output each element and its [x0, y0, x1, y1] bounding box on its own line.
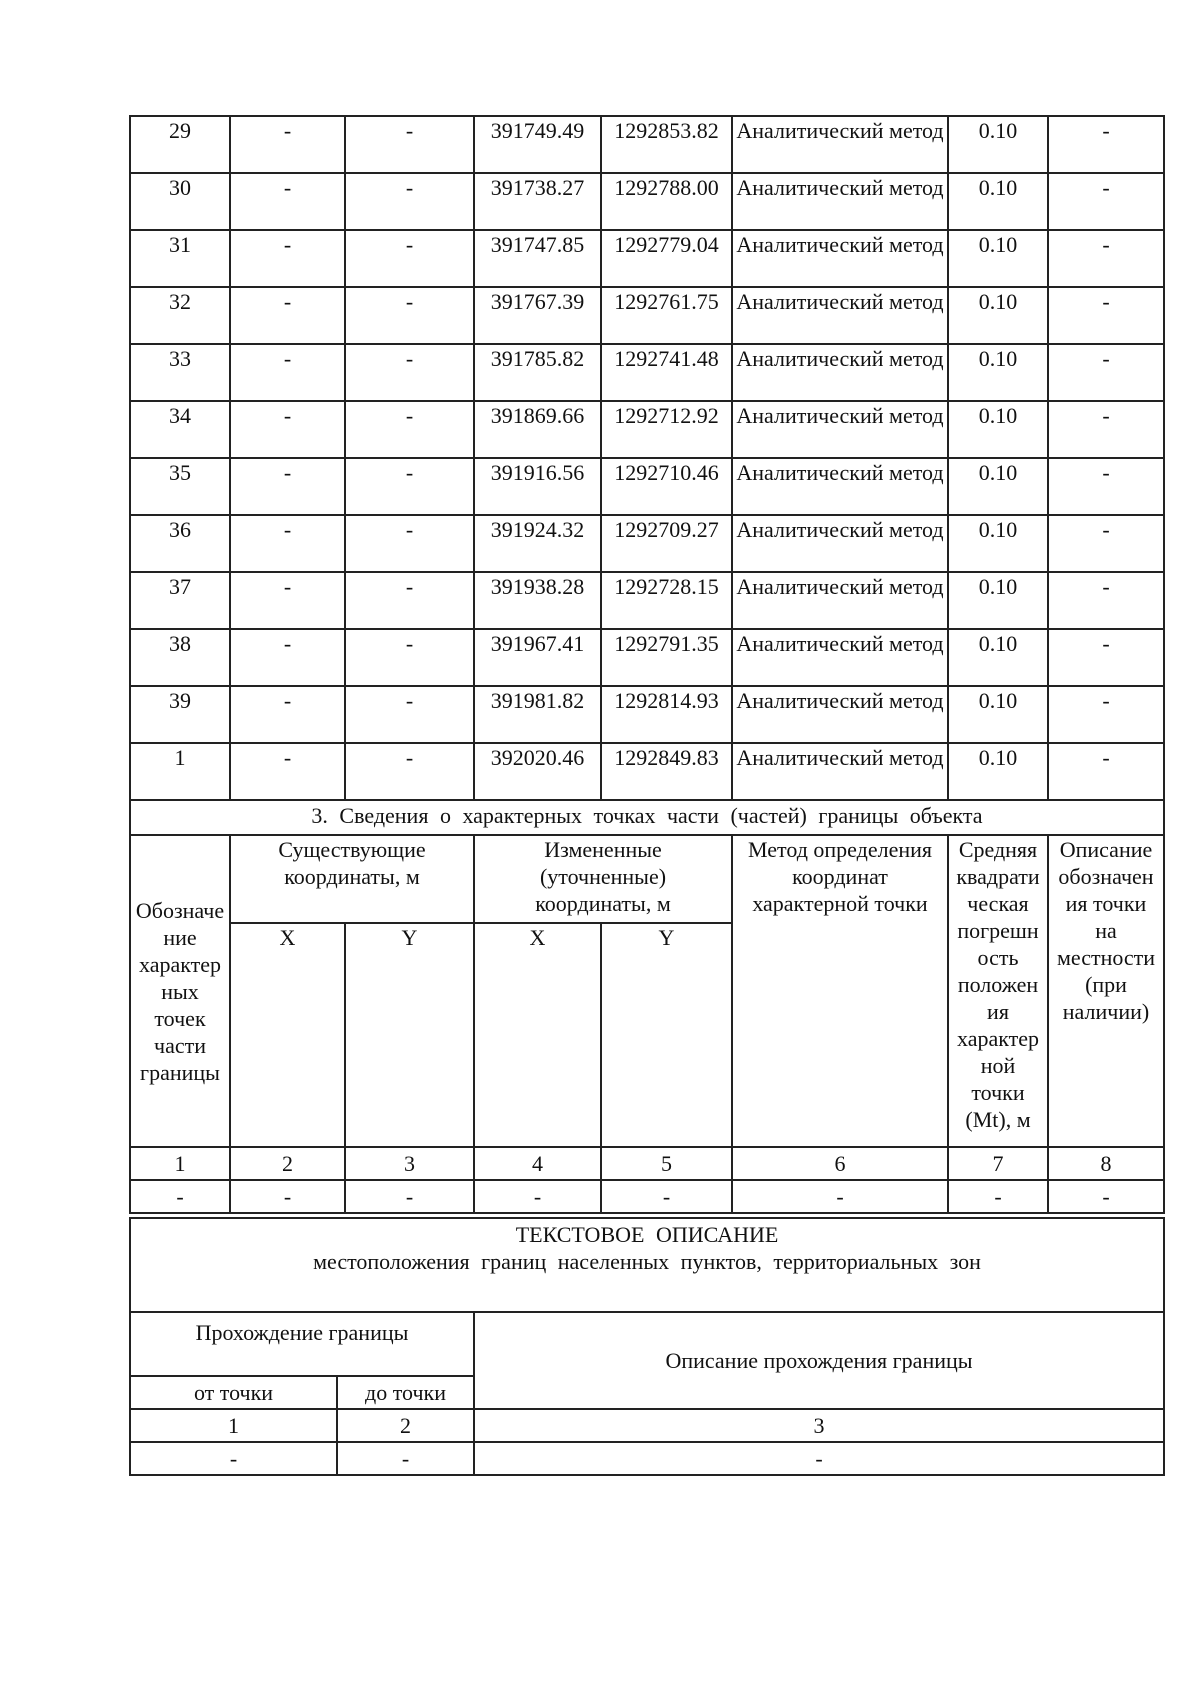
- cell-changed-x: 391738.27: [474, 173, 601, 230]
- cell-changed-y: 1292710.46: [601, 458, 732, 515]
- point-row: [130, 287, 1164, 344]
- cell-mean-error: 0.10: [948, 173, 1048, 230]
- cell-existing-x: -: [230, 458, 345, 515]
- text-description-table: [129, 1217, 1165, 1476]
- col-number: 6: [732, 1147, 948, 1180]
- cell-existing-y: -: [345, 458, 474, 515]
- cell-mean-error: 0.10: [948, 230, 1048, 287]
- cell-mean-error: 0.10: [948, 458, 1048, 515]
- cell-method: Аналитический метод: [732, 173, 948, 230]
- cell-existing-x: -: [230, 572, 345, 629]
- cell-changed-x: 391924.32: [474, 515, 601, 572]
- cell-changed-y: 1292779.04: [601, 230, 732, 287]
- cell-method: Аналитический метод: [732, 572, 948, 629]
- empty-cell: -: [130, 1180, 230, 1213]
- header-changed-coords: Измененные (уточненные) координаты, м: [474, 835, 732, 923]
- cell-changed-y: 1292853.82: [601, 116, 732, 173]
- col-number: 5: [601, 1147, 732, 1180]
- from-point-header: от точки: [130, 1376, 337, 1409]
- cell-existing-y: -: [345, 629, 474, 686]
- cell-point-description: -: [1048, 401, 1164, 458]
- cell-point-number: 30: [130, 173, 230, 230]
- cell-mean-error: 0.10: [948, 629, 1048, 686]
- header-error: Средняя квадрати ческая погрешн ость положен ия характер ной точки (Mt), м: [948, 835, 1048, 1147]
- cell-point-number: 34: [130, 401, 230, 458]
- cell-point-description: -: [1048, 344, 1164, 401]
- cell-method: Аналитический метод: [732, 515, 948, 572]
- cell-point-number: 39: [130, 686, 230, 743]
- text-description-header: [130, 1218, 1164, 1312]
- point-row: [130, 515, 1164, 572]
- cell-point-number: 38: [130, 629, 230, 686]
- points-table-body: [130, 116, 1164, 1213]
- cell-changed-x: 391869.66: [474, 401, 601, 458]
- passage-description-header: Описание прохождения границы: [474, 1312, 1164, 1409]
- col-number: 2: [337, 1409, 474, 1442]
- cell-point-number: 31: [130, 230, 230, 287]
- point-row: [130, 686, 1164, 743]
- header-existing-y: Y: [345, 923, 474, 1147]
- cell-changed-y: 1292849.83: [601, 743, 732, 800]
- cell-changed-x: 391967.41: [474, 629, 601, 686]
- cell-point-description: -: [1048, 515, 1164, 572]
- cell-existing-y: -: [345, 116, 474, 173]
- cell-point-description: -: [1048, 743, 1164, 800]
- empty-cell: -: [337, 1442, 474, 1475]
- empty-cell: -: [345, 1180, 474, 1213]
- cell-method: Аналитический метод: [732, 629, 948, 686]
- cell-mean-error: 0.10: [948, 116, 1048, 173]
- to-point-header: до точки: [337, 1376, 474, 1409]
- point-row: [130, 572, 1164, 629]
- cell-changed-x: 391747.85: [474, 230, 601, 287]
- cell-changed-y: 1292712.92: [601, 401, 732, 458]
- col-number: 2: [230, 1147, 345, 1180]
- cell-changed-y: 1292741.48: [601, 344, 732, 401]
- empty-cell: -: [230, 1180, 345, 1213]
- cell-point-number: 35: [130, 458, 230, 515]
- cell-point-description: -: [1048, 686, 1164, 743]
- cell-existing-y: -: [345, 287, 474, 344]
- col-number: 8: [1048, 1147, 1164, 1180]
- cell-method: Аналитический метод: [732, 743, 948, 800]
- characteristic-points-table: [129, 115, 1165, 1214]
- col-number: 3: [474, 1409, 1164, 1442]
- cell-existing-x: -: [230, 116, 345, 173]
- cell-mean-error: 0.10: [948, 287, 1048, 344]
- column-numbers-row: [130, 1147, 1164, 1180]
- empty-cell: -: [601, 1180, 732, 1213]
- cell-changed-x: 391767.39: [474, 287, 601, 344]
- text-column-numbers-row: [130, 1409, 1164, 1442]
- point-row: [130, 230, 1164, 287]
- cell-point-description: -: [1048, 116, 1164, 173]
- col-number: 1: [130, 1409, 337, 1442]
- cell-method: Аналитический метод: [732, 686, 948, 743]
- cell-point-description: -: [1048, 287, 1164, 344]
- cell-existing-x: -: [230, 686, 345, 743]
- col-number: 1: [130, 1147, 230, 1180]
- cell-mean-error: 0.10: [948, 344, 1048, 401]
- col-number: 4: [474, 1147, 601, 1180]
- cell-existing-y: -: [345, 401, 474, 458]
- cell-existing-x: -: [230, 173, 345, 230]
- cell-point-description: -: [1048, 173, 1164, 230]
- cell-changed-x: 391749.49: [474, 116, 601, 173]
- empty-cell: -: [130, 1442, 337, 1475]
- cell-existing-y: -: [345, 515, 474, 572]
- empty-data-row: [130, 1180, 1164, 1213]
- cell-existing-y: -: [345, 686, 474, 743]
- cell-existing-x: -: [230, 287, 345, 344]
- empty-cell: -: [948, 1180, 1048, 1213]
- cell-method: Аналитический метод: [732, 401, 948, 458]
- header-description: Описание обозначен ия точки на местности (при наличии): [1048, 835, 1164, 1147]
- col-number: 3: [345, 1147, 474, 1180]
- passage-header: Прохождение границы: [130, 1312, 474, 1376]
- cell-mean-error: 0.10: [948, 572, 1048, 629]
- cell-method: Аналитический метод: [732, 116, 948, 173]
- cell-existing-x: -: [230, 344, 345, 401]
- cell-changed-y: 1292791.35: [601, 629, 732, 686]
- cell-existing-y: -: [345, 572, 474, 629]
- cell-mean-error: 0.10: [948, 401, 1048, 458]
- point-row: [130, 458, 1164, 515]
- section-3-title: 3. Сведения о характерных точках части (частей) границы объекта: [130, 800, 1164, 835]
- text-empty-row: [130, 1442, 1164, 1475]
- cell-changed-x: 391785.82: [474, 344, 601, 401]
- cell-changed-x: 392020.46: [474, 743, 601, 800]
- cell-existing-x: -: [230, 743, 345, 800]
- cell-point-number: 29: [130, 116, 230, 173]
- cell-method: Аналитический метод: [732, 458, 948, 515]
- cell-existing-x: -: [230, 629, 345, 686]
- cell-point-number: 32: [130, 287, 230, 344]
- cell-existing-x: -: [230, 401, 345, 458]
- cell-changed-x: 391981.82: [474, 686, 601, 743]
- point-row: [130, 629, 1164, 686]
- point-row: [130, 116, 1164, 173]
- point-row: [130, 743, 1164, 800]
- empty-cell: -: [474, 1442, 1164, 1475]
- cell-point-number: 37: [130, 572, 230, 629]
- header-changed-x: X: [474, 923, 601, 1147]
- cell-changed-y: 1292788.00: [601, 173, 732, 230]
- text-description-title: ТЕКСТОВОЕ ОПИСАНИЕ: [515, 1222, 779, 1247]
- point-row: [130, 401, 1164, 458]
- col-number: 7: [948, 1147, 1048, 1180]
- cell-changed-y: 1292709.27: [601, 515, 732, 572]
- cell-existing-y: -: [345, 173, 474, 230]
- cell-point-number: 33: [130, 344, 230, 401]
- cell-method: Аналитический метод: [732, 230, 948, 287]
- cell-mean-error: 0.10: [948, 743, 1048, 800]
- cell-point-number: 36: [130, 515, 230, 572]
- cell-mean-error: 0.10: [948, 515, 1048, 572]
- cell-point-description: -: [1048, 230, 1164, 287]
- cell-mean-error: 0.10: [948, 686, 1048, 743]
- cell-point-description: -: [1048, 572, 1164, 629]
- header-designation: Обозначе ние характер ных точек части границы: [130, 835, 230, 1147]
- cell-point-number: 1: [130, 743, 230, 800]
- cell-changed-x: 391916.56: [474, 458, 601, 515]
- cell-method: Аналитический метод: [732, 287, 948, 344]
- cell-existing-y: -: [345, 230, 474, 287]
- header-changed-y: Y: [601, 923, 732, 1147]
- cell-existing-x: -: [230, 230, 345, 287]
- point-row: [130, 344, 1164, 401]
- cell-existing-x: -: [230, 515, 345, 572]
- empty-cell: -: [732, 1180, 948, 1213]
- header-existing-x: X: [230, 923, 345, 1147]
- cell-point-description: -: [1048, 629, 1164, 686]
- cell-changed-x: 391938.28: [474, 572, 601, 629]
- empty-cell: -: [474, 1180, 601, 1213]
- cell-changed-y: 1292728.15: [601, 572, 732, 629]
- header-method: Метод определения координат характерной точки: [732, 835, 948, 1147]
- cell-method: Аналитический метод: [732, 344, 948, 401]
- header-existing-coords: Существующие координаты, м: [230, 835, 474, 923]
- cell-changed-y: 1292814.93: [601, 686, 732, 743]
- cell-changed-y: 1292761.75: [601, 287, 732, 344]
- text-description-subtitle: местоположения границ населенных пунктов, территориальных зон: [313, 1249, 981, 1274]
- empty-cell: -: [1048, 1180, 1164, 1213]
- cell-point-description: -: [1048, 458, 1164, 515]
- cell-existing-y: -: [345, 743, 474, 800]
- point-row: [130, 173, 1164, 230]
- cell-existing-y: -: [345, 344, 474, 401]
